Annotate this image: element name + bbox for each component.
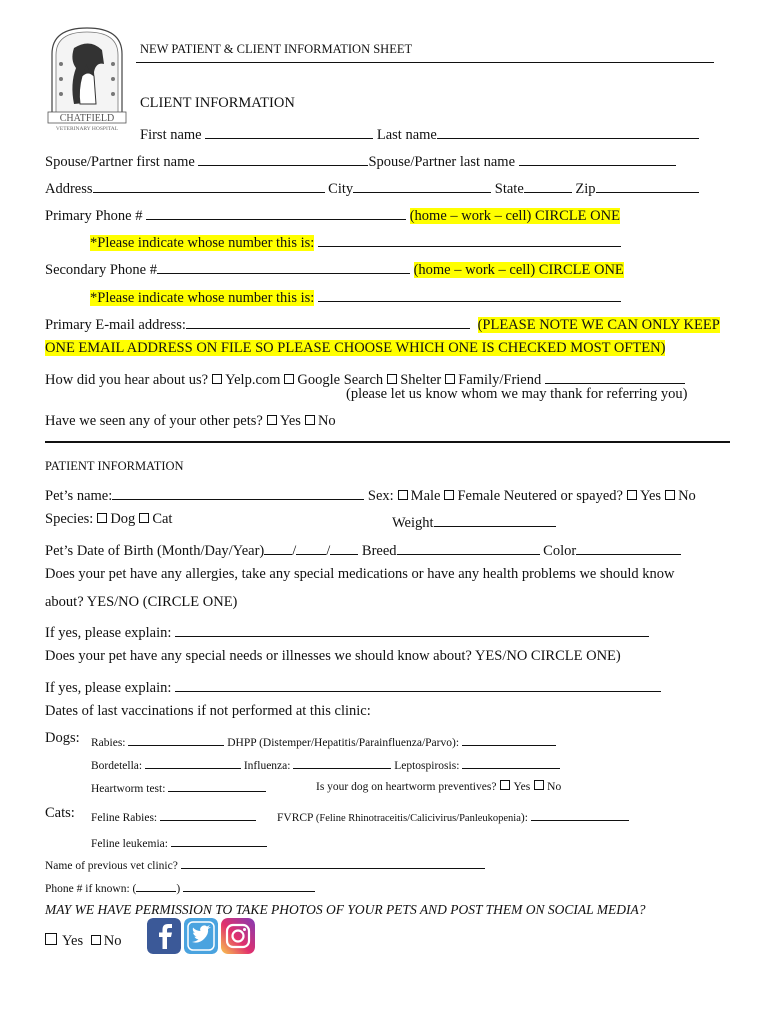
first-name-field[interactable]: [205, 124, 373, 139]
referral-note: (please let us know whom we may thank for referring you): [346, 386, 688, 402]
primary-phone-field[interactable]: [146, 205, 406, 220]
feline-rabies-field[interactable]: [160, 809, 256, 821]
spouse-row: [45, 151, 676, 169]
social-question: MAY WE HAVE PERMISSION TO TAKE PHOTOS OF YOUR PETS AND POST THEM ON SOCIAL MEDIA?: [45, 902, 646, 917]
dob-row: Pet’s Date of Birth (Month/Day/Year) / / Breed Color: [45, 540, 681, 558]
yelp-checkbox[interactable]: [212, 374, 222, 384]
hw-no-label: No: [547, 781, 562, 793]
influenza-field[interactable]: [293, 757, 391, 769]
hw-yes-checkbox[interactable]: [500, 780, 510, 790]
email-label: Primary E-mail address:: [45, 316, 186, 333]
fvrcp-label: FVRCP: [277, 811, 314, 824]
facebook-icon: [147, 918, 181, 954]
vaccinations-heading: Dates of last vaccinations if not performed at this clinic:: [45, 703, 371, 719]
female-checkbox[interactable]: [444, 490, 454, 500]
dob-year-field[interactable]: [330, 540, 358, 555]
pet-name-label: Pet’s name:: [45, 487, 113, 504]
other-pets-yes-label: Yes: [279, 413, 301, 429]
svg-text:VETERINARY HOSPITAL: VETERINARY HOSPITAL: [55, 126, 119, 132]
hw-preventive-label: Is your dog on heartworm preventives?: [316, 781, 497, 793]
last-name-field[interactable]: [437, 124, 699, 139]
heartworm-field[interactable]: [168, 780, 266, 792]
spouse-first-field[interactable]: [198, 151, 368, 166]
address-field[interactable]: [93, 178, 325, 193]
color-label: Color: [543, 542, 577, 559]
male-checkbox[interactable]: [398, 490, 408, 500]
email-note-row: [45, 341, 665, 356]
city-field[interactable]: [353, 178, 491, 193]
spouse-last-label: Spouse/Partner last name: [368, 153, 516, 170]
state-label: State: [494, 180, 524, 197]
fvrcp-row: FVRCP (Feline Rhinotraceitis/Calicivirus/Panleukopenia):: [277, 809, 629, 824]
feline-leukemia-field[interactable]: [171, 835, 267, 847]
weight-row: [392, 512, 556, 530]
title-underline: [136, 62, 714, 63]
hw-no-checkbox[interactable]: [534, 780, 544, 790]
shelter-checkbox[interactable]: [387, 374, 397, 384]
dog-label: Dog: [110, 511, 136, 527]
last-name-label: Last name: [376, 126, 437, 143]
whose-number-row-2: [90, 287, 621, 305]
family-label: Family/Friend: [458, 371, 542, 388]
social-yes-checkbox[interactable]: [45, 933, 57, 945]
whose-number-label-2: *Please indicate whose number this is:: [90, 289, 315, 306]
section-divider: [45, 441, 730, 443]
phone-known-row: Phone # if known: ( ): [45, 880, 315, 895]
if-yes-label-2: If yes, please explain: [45, 679, 168, 696]
secondary-phone-label: Secondary Phone #: [45, 261, 157, 278]
hear-about-label: How did you hear about us?: [45, 371, 209, 388]
neutered-no-label: No: [678, 487, 696, 504]
primary-phone-row: [45, 205, 620, 223]
cat-label: Cat: [152, 511, 173, 527]
svg-text:CHATFIELD: CHATFIELD: [59, 113, 115, 124]
weight-field[interactable]: [434, 512, 556, 527]
phone-known-label: Phone # if known:: [45, 882, 130, 895]
address-label: Address: [45, 180, 93, 197]
google-checkbox[interactable]: [284, 374, 294, 384]
rabies-label: Rabies:: [91, 736, 126, 749]
secondary-phone-field[interactable]: [157, 259, 410, 274]
instagram-icon: [221, 918, 255, 954]
bordetella-label: Bordetella:: [91, 759, 143, 772]
yelp-label: Yelp.com: [225, 371, 281, 388]
if-yes-row-2: If yes, please explain:: [45, 677, 661, 695]
other-pets-no-checkbox[interactable]: [305, 415, 315, 425]
sex-label: Sex:: [367, 487, 394, 504]
state-field[interactable]: [524, 178, 572, 193]
client-heading: CLIENT INFORMATION: [140, 95, 295, 111]
whose-number-field[interactable]: [318, 232, 621, 247]
google-label: Google Search: [297, 371, 384, 388]
feline-rabies-row: [91, 809, 256, 824]
first-name-row: [140, 124, 699, 142]
feline-leukemia-label: Feline leukemia:: [91, 837, 168, 850]
special-needs-options[interactable]: YES/NO CIRCLE ONE): [474, 648, 621, 664]
secondary-phone-type[interactable]: (home – work – cell) CIRCLE ONE: [413, 261, 624, 278]
feline-rabies-label: Feline Rabies:: [91, 811, 158, 824]
female-label: Female: [457, 487, 501, 504]
color-field[interactable]: [576, 540, 681, 555]
dob-month-field[interactable]: [264, 540, 292, 555]
secondary-phone-row: [45, 259, 624, 277]
social-consent-row: [45, 933, 121, 949]
twitter-icon: [184, 918, 218, 954]
spouse-last-field[interactable]: [519, 151, 676, 166]
other-pets-label: Have we seen any of your other pets?: [45, 413, 263, 429]
whose-number-row: [90, 232, 621, 250]
neutered-yes-label: Yes: [639, 487, 662, 504]
hw-preventive-row: [316, 780, 561, 794]
hw-yes-label: Yes: [513, 781, 531, 793]
city-label: City: [328, 180, 354, 197]
primary-phone-type[interactable]: (home – work – cell) CIRCLE ONE: [409, 207, 620, 224]
fvrcp-field[interactable]: [531, 809, 629, 821]
zip-label: Zip: [575, 180, 596, 197]
pet-name-row: [45, 485, 696, 503]
email-note-1: (PLEASE NOTE WE CAN ONLY KEEP: [477, 316, 720, 333]
phone-known-field[interactable]: [183, 880, 315, 892]
if-yes-field-2[interactable]: [175, 677, 661, 692]
if-yes-row-1: If yes, please explain:: [45, 622, 649, 640]
address-row: [45, 178, 699, 196]
special-needs-row: [45, 649, 621, 664]
dob-label: Pet’s Date of Birth (Month/Day/Year): [45, 542, 265, 559]
neutered-yes-checkbox[interactable]: [627, 490, 637, 500]
whose-number-label: *Please indicate whose number this is:: [90, 234, 315, 251]
phone-area-field[interactable]: [136, 880, 176, 892]
cats-label: Cats:: [45, 805, 75, 821]
influenza-label: Influenza:: [243, 759, 291, 772]
feline-leukemia-row: [91, 835, 267, 850]
other-pets-yes-checkbox[interactable]: [267, 415, 277, 425]
dog-checkbox[interactable]: [97, 513, 107, 523]
dogs-label: Dogs:: [45, 730, 80, 746]
rabies-row: [91, 734, 556, 749]
leptospirosis-label: Leptospirosis:: [394, 759, 460, 772]
email-note-2: ONE EMAIL ADDRESS ON FILE SO PLEASE CHOOSE WHICH ONE IS CHECKED MOST OFTEN): [45, 340, 666, 356]
chatfield-logo: [44, 24, 130, 132]
species-label: Species:: [45, 511, 94, 527]
patient-heading: PATIENT INFORMATION: [45, 459, 184, 473]
allergies-question-2: [45, 595, 237, 610]
primary-phone-label: Primary Phone #: [45, 207, 143, 224]
social-yes-label: Yes: [62, 933, 84, 949]
email-row: [45, 314, 720, 332]
prev-vet-field[interactable]: [181, 857, 485, 869]
neutered-label: Neutered or spayed?: [503, 487, 623, 504]
spouse-first-label: Spouse/Partner first name: [45, 153, 195, 170]
dhpp-label: DHPP (Distemper/Hepatitis/Parainfluenza/Parvo):: [227, 736, 460, 749]
form-title: NEW PATIENT & CLIENT INFORMATION SHEET: [140, 42, 413, 56]
male-label: Male: [410, 487, 441, 504]
social-no-checkbox[interactable]: [91, 935, 101, 945]
breed-label: Breed: [361, 542, 397, 559]
email-field[interactable]: [186, 314, 470, 329]
pet-name-field[interactable]: [112, 485, 364, 500]
weight-label: Weight: [392, 514, 434, 531]
species-row: [45, 512, 172, 527]
other-pets-no-label: No: [317, 413, 336, 429]
heartworm-label: Heartworm test:: [91, 782, 166, 795]
breed-field[interactable]: [397, 540, 540, 555]
dhpp-field[interactable]: [462, 734, 556, 746]
other-pets-row: [45, 414, 336, 429]
cat-checkbox[interactable]: [139, 513, 149, 523]
zip-field[interactable]: [596, 178, 699, 193]
special-needs-question: Does your pet have any special needs or illnesses we should know about?: [45, 648, 472, 664]
bordetella-field[interactable]: [145, 757, 241, 769]
allergies-about: about?: [45, 594, 84, 610]
first-name-label: First name: [140, 126, 202, 143]
heartworm-row: [91, 780, 266, 795]
shelter-label: Shelter: [400, 371, 442, 388]
fvrcp-note: (Feline Rhinotraceitis/Calicivirus/Panleukopenia: [315, 812, 521, 824]
hear-about-row: [45, 369, 685, 387]
prev-vet-label: Name of previous vet clinic?: [45, 859, 178, 872]
allergies-options[interactable]: YES/NO (CIRCLE ONE): [86, 594, 238, 610]
allergies-question-1: Does your pet have any allergies, take any special medications or have any health problems we should know: [45, 566, 675, 582]
whose-number-field-2[interactable]: [318, 287, 621, 302]
rabies-field[interactable]: [128, 734, 224, 746]
social-no-label: No: [103, 933, 122, 949]
family-friend-field[interactable]: [545, 369, 685, 384]
dob-day-field[interactable]: [296, 540, 326, 555]
neutered-no-checkbox[interactable]: [665, 490, 675, 500]
bordetella-row: [91, 757, 560, 772]
family-checkbox[interactable]: [445, 374, 455, 384]
leptospirosis-field[interactable]: [462, 757, 560, 769]
if-yes-field-1[interactable]: [175, 622, 649, 637]
if-yes-label-1: If yes, please explain: [45, 624, 168, 641]
prev-vet-row: [45, 857, 485, 872]
